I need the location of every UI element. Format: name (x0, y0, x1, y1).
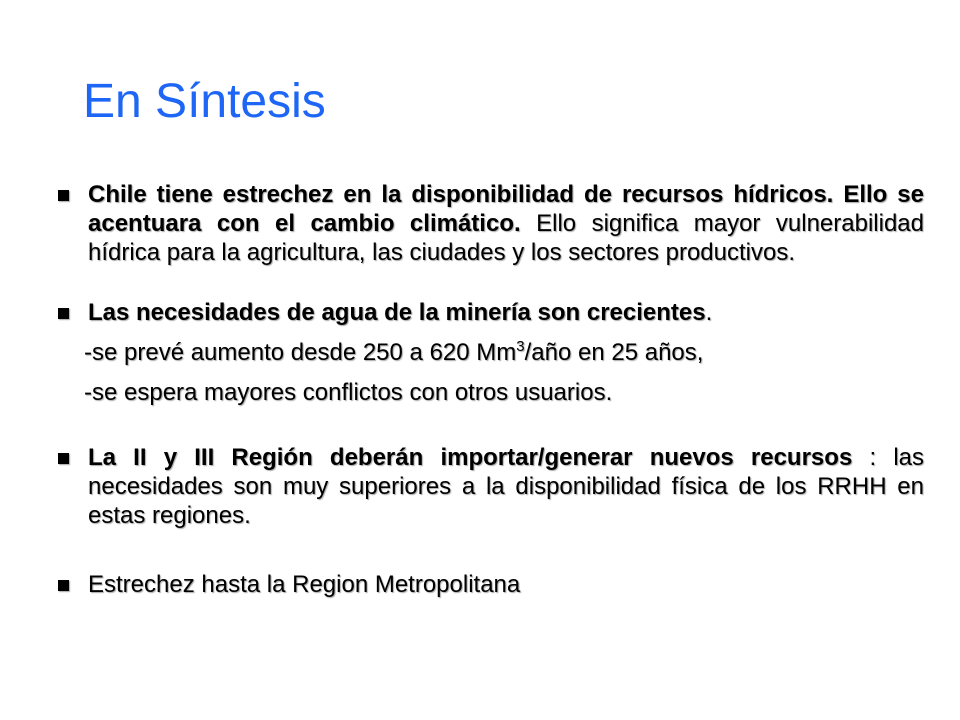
square-bullet-icon (58, 453, 69, 464)
bullet-item-regions (58, 443, 924, 530)
square-bullet-icon (58, 308, 69, 319)
bullet-list (58, 180, 924, 599)
bullet-item-mining-needs (58, 298, 924, 327)
sub-item-increase-forecast (84, 333, 924, 373)
bullet-bold-text: La II y III Región deberán importar/generar nuevos recursos (88, 444, 853, 471)
slide-title: En Síntesis (83, 75, 326, 128)
sub-item-text: -se prevé aumento desde 250 a 620 Mm (84, 339, 517, 366)
superscript-three: 3 (516, 338, 525, 355)
bullet-bold-text: Chile tiene estrechez en la disponibilidad de recursos hídricos. Ello se acentuara con el cambio climático. (88, 181, 924, 237)
bullet-bold-text: Las necesidades de agua de la minería son crecientes (88, 299, 706, 326)
sub-item-text: /año en 25 años, (524, 339, 704, 366)
bullet-item-water-scarcity (58, 180, 924, 267)
bullet-item-metropolitan (58, 570, 924, 599)
sub-item-conflicts: -se espera mayores conflictos con otros usuarios. (84, 379, 613, 406)
square-bullet-icon (58, 580, 69, 591)
square-bullet-icon (58, 190, 69, 201)
bullet-regular-text: Estrechez hasta la Region Metropolitana (88, 571, 521, 598)
bullet-regular-text: . (705, 299, 713, 326)
bullet-regular-text: : las necesidades son muy superiores a la disponibilidad física de los RRHH en estas regiones. (88, 444, 925, 529)
bullet-regular-text: Ello significa mayor vulnerabilidad hídrica para la agricultura, las ciudades y los sectores productivos. (88, 210, 924, 266)
